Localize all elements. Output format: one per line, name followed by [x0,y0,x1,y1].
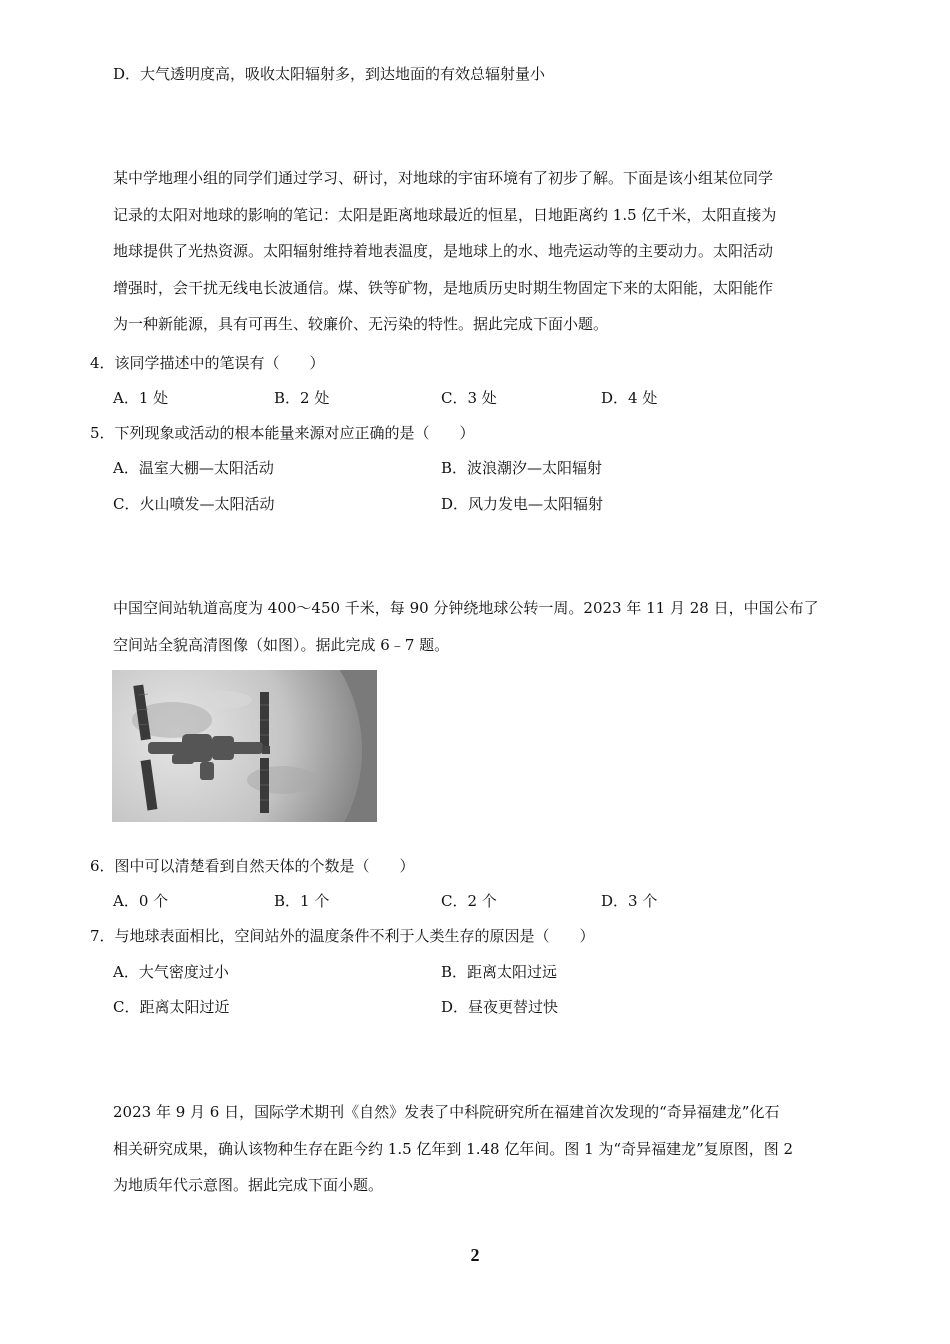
passage-line: 某中学地理小组的同学们通过学习、研讨，对地球的宇宙环境有了初步了解。下面是该小组某位同学 [113,169,774,187]
passage-dinosaur [113,1094,861,1204]
question-6-option-c[interactable]: C．2 个 [441,892,497,910]
question-5-option-a[interactable]: A．温室大棚—太阳活动 [113,459,274,477]
passage-line: 中国空间站轨道高度为 400～450 千米，每 90 分钟绕地球公转一周。2023 年 11 月 28 日，中国公布了 [113,599,819,617]
passage-line: 为地质年代示意图。据此完成下面小题。 [113,1176,384,1194]
passage-line: 增强时，会干扰无线电长波通信。煤、铁等矿物，是地质历史时期生物固定下来的太阳能，太阳能作 [113,278,774,297]
previous-question-option-d: D．大气透明度高，吸收太阳辐射多，到达地面的有效总辐射量小 [113,65,546,83]
question-7-stem: 7．与地球表面相比，空间站外的温度条件不利于人类生存的原因是（ ） [90,927,595,945]
question-4-option-d[interactable]: D．4 处 [601,389,658,407]
question-6-option-a[interactable]: A．0 个 [113,892,169,910]
question-4-option-c[interactable]: C．3 处 [441,389,497,407]
question-4-option-b[interactable]: B．2 处 [274,389,330,407]
question-7-option-d[interactable]: D．昼夜更替过快 [441,998,559,1016]
question-5-option-d[interactable]: D．风力发电—太阳辐射 [441,495,604,513]
question-7-option-a[interactable]: A．大气密度过小 [113,963,229,981]
question-6-option-d[interactable]: D．3 个 [601,892,658,910]
question-5-stem: 5．下列现象或活动的根本能量来源对应正确的是（ ） [90,424,475,442]
passage-line: 空间站全貌高清图像（如图）。据此完成 6﹣7 题。 [113,635,450,654]
page-number: 2 [470,1245,480,1265]
passage-sun-notes [113,160,861,343]
space-station-photo [112,670,377,822]
question-7-option-b[interactable]: B．距离太阳过远 [441,963,558,981]
question-7-option-c[interactable]: C．距离太阳过近 [113,998,230,1016]
question-4-option-a[interactable]: A．1 处 [113,389,169,407]
question-6-option-b[interactable]: B．1 个 [274,892,330,910]
question-5-option-c[interactable]: C．火山喷发—太阳活动 [113,495,275,513]
passage-space-station [113,590,861,663]
passage-line: 记录的太阳对地球的影响的笔记：太阳是距离地球最近的恒星，日地距离约 1.5 亿千米，太阳直接为 [113,205,777,224]
question-5-option-b[interactable]: B．波浪潮汐—太阳辐射 [441,459,603,477]
question-6-stem: 6．图中可以清楚看到自然天体的个数是（ ） [90,857,415,875]
passage-line: 为一种新能源，具有可再生、较廉价、无污染的特性。据此完成下面小题。 [113,315,609,333]
passage-line: 相关研究成果，确认该物种生存在距今约 1.5 亿年到 1.48 亿年间。图 1 为“奇异福建龙”复原图，图 2 [113,1139,794,1158]
question-4-stem: 4．该同学描述中的笔误有（ ） [90,354,325,372]
passage-line: 地球提供了光热资源。太阳辐射维持着地表温度，是地球上的水、地壳运动等的主要动力。太阳活动 [113,242,774,260]
passage-line: 2023 年 9 月 6 日，国际学术期刊《自然》发表了中科院研究所在福建首次发现的“奇异福建龙”化石 [113,1103,780,1121]
